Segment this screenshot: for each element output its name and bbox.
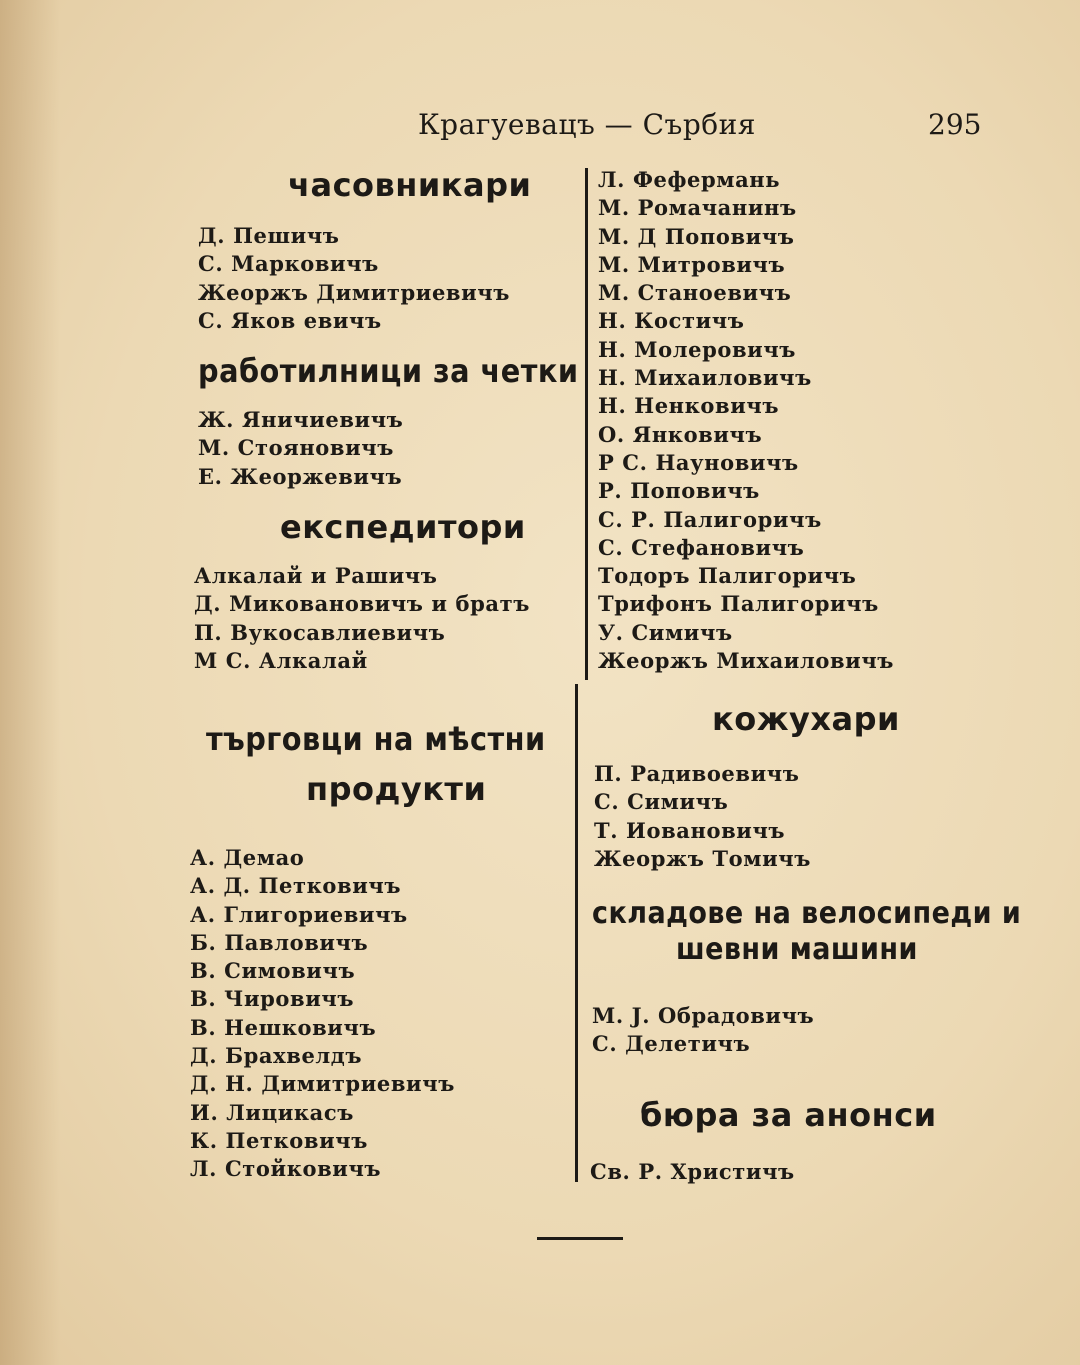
list-item: К. Петковичъ [190, 1127, 368, 1153]
list-watchmakers [198, 222, 510, 335]
list-item: Р С. Науновичъ [598, 449, 799, 475]
heading-local-traders-line2: продукти [306, 770, 487, 808]
list-item: П. Радивоевичъ [594, 761, 800, 786]
list-item: С. Симичъ [594, 789, 729, 815]
list-item: Ж. Яничиевичъ [198, 407, 404, 432]
heading-ad-bureaus: бюра за анонси [640, 1096, 937, 1134]
heading-brush-workshops: работилници за четки [198, 352, 579, 390]
list-item: С. Стефановичъ [598, 534, 805, 560]
list-item: С. Р. Палигоричъ [598, 506, 822, 532]
list-item: Р. Поповичъ [598, 478, 760, 504]
column-divider-upper [585, 168, 588, 680]
list-item: Н. Михаиловичъ [598, 365, 812, 391]
list-ad-bureaus [590, 1158, 795, 1186]
list-item: Н. Молеровичъ [598, 336, 797, 362]
heading-bicycle-stores-line2: шевни машини [676, 932, 918, 967]
list-item: У. Симичъ [598, 619, 733, 645]
list-continued [598, 166, 894, 675]
list-item: Алкалай и Рашичъ [194, 563, 438, 588]
list-item: Жеоржъ Димитриевичъ [198, 279, 510, 305]
list-item: М. Митровичъ [598, 251, 786, 277]
list-forwarders [194, 562, 530, 675]
list-item: Т. Иовановичъ [594, 817, 786, 843]
list-item: В. Нешковичъ [190, 1014, 377, 1040]
list-item: М. Станоевичъ [598, 280, 792, 306]
page-number: 295 [928, 108, 982, 141]
page-binding-shadow [0, 0, 60, 1365]
list-local-traders [190, 844, 455, 1184]
list-item: Л. Стойковичъ [190, 1156, 382, 1182]
list-item: И. Лицикасъ [190, 1099, 354, 1125]
list-item: Н. Ненковичъ [598, 393, 780, 419]
list-item: Л. Фефермань [598, 167, 781, 192]
list-item: Д. Н. Димитриевичъ [190, 1071, 455, 1097]
list-item: М С. Алкалай [194, 647, 368, 673]
list-item: С. Яков евичъ [198, 307, 382, 333]
heading-bicycle-stores-line1: складове на велосипеди и [592, 896, 1022, 931]
list-item: В. Чировичъ [190, 986, 355, 1012]
list-item: А. Демао [190, 845, 305, 870]
list-item: М. Д Поповичъ [598, 223, 795, 249]
list-item: Д. Брахвелдъ [190, 1043, 363, 1069]
list-item: М. Ј. Обрадовичъ [592, 1003, 815, 1028]
list-bicycle-stores [592, 1002, 814, 1059]
list-item: Жеоржъ Михаиловичъ [598, 648, 895, 674]
list-item: А. Глигориевичъ [190, 901, 408, 927]
list-item: С. Марковичъ [198, 251, 379, 277]
list-item: Д. Миковановичъ и братъ [194, 591, 530, 617]
heading-furriers: кожухари [712, 700, 900, 738]
list-item: В. Симовичъ [190, 958, 356, 984]
list-item: О. Янковичъ [598, 421, 763, 447]
list-item: Н. Костичъ [598, 308, 745, 334]
list-item: А. Д. Петковичъ [190, 873, 402, 899]
running-header: Крагуевацъ — Сърбия [418, 108, 756, 141]
list-furriers [594, 760, 811, 873]
list-item: Д. Пешичъ [198, 223, 340, 248]
heading-local-traders-line1: търговци на мѣстни [206, 720, 546, 758]
list-item: Е. Жеоржевичъ [198, 463, 403, 489]
list-brush-workshops [198, 406, 403, 491]
heading-forwarders: експедитори [280, 508, 526, 546]
list-item: Жеоржъ Томичъ [594, 845, 811, 871]
heading-watchmakers: часовникари [288, 166, 532, 204]
list-item: М. Стояновичъ [198, 435, 394, 461]
column-divider-lower [575, 684, 578, 1182]
footer-rule [537, 1237, 623, 1240]
list-item: С. Делетичъ [592, 1031, 751, 1057]
list-item: Трифонъ Палигоричъ [598, 591, 879, 617]
list-item: Тодоръ Палигоричъ [598, 563, 857, 589]
list-item: М. Ромачанинъ [598, 195, 797, 221]
list-item: Св. Р. Христичъ [590, 1159, 795, 1184]
list-item: П. Вукосавлиевичъ [194, 619, 446, 645]
list-item: Б. Павловичъ [190, 929, 369, 955]
